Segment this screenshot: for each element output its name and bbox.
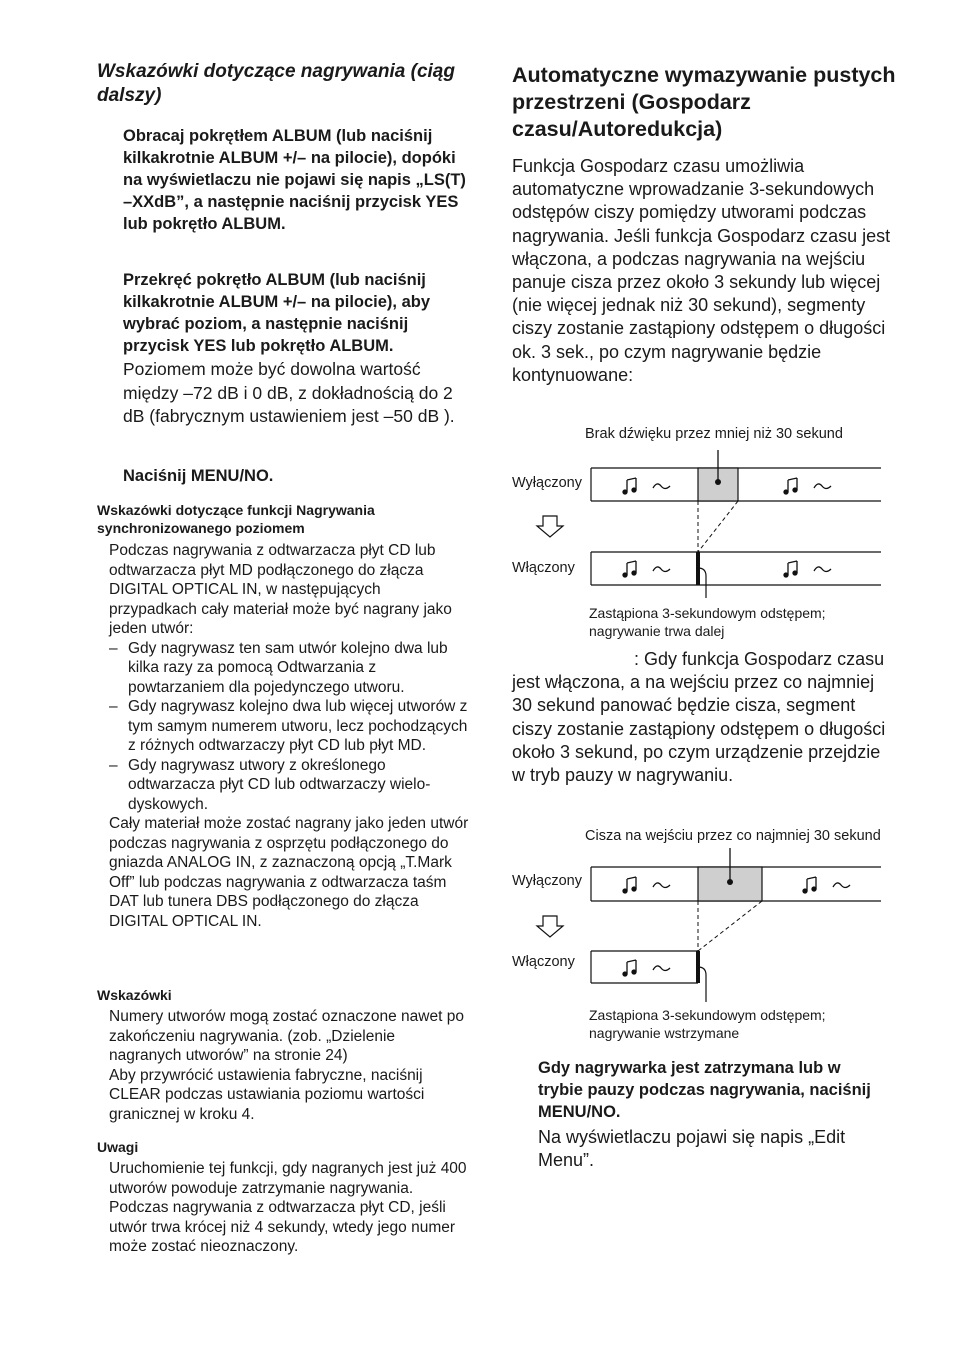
music-note-icon xyxy=(803,877,816,893)
diagram-1-top-label: Brak dźwięku przez mniej niż 30 sekund xyxy=(585,426,843,442)
diagram-2-on-tape xyxy=(591,951,706,1002)
step-instruction-3: Naciśnij MENU/NO. xyxy=(123,467,274,485)
list-item: – Gdy nagrywasz ten sam utwór kolejno dwa lub kilka razy za pomocą Odtwarzania z powtarzaniem dla pojedynczego utworu. xyxy=(109,639,471,698)
list-item: – Gdy nagrywasz utwory z określonego odtwarzacza płyt CD lub odtwarzaczy wielo-dyskowych. xyxy=(109,756,471,815)
edit-menu-note: Na wyświetlaczu pojawi się napis „Edit Menu”. xyxy=(538,1127,846,1170)
diagram-2-top-label: Cisza na wejściu przez co najmniej 30 sekund xyxy=(585,828,881,844)
diagram-2-caption-1: Zastąpiona 3-sekundowym odstępem; xyxy=(589,1007,826,1023)
diagram-1-graphic xyxy=(505,420,895,645)
page-title: Automatyczne wymazywanie pustych przestrzeni (Gospodarz czasu/Autoredukcja) xyxy=(512,63,896,141)
sync-tips-block xyxy=(109,541,471,931)
diagram-2-off-tape xyxy=(591,848,881,901)
down-arrow-icon xyxy=(537,916,563,937)
diagram-long-silence xyxy=(505,822,895,1047)
music-note-icon xyxy=(623,877,636,893)
tilde-wave-icon xyxy=(653,567,670,572)
tips-block xyxy=(109,1007,471,1124)
diagram-2-on-label: Włączony xyxy=(512,954,575,970)
music-note-icon xyxy=(623,960,636,976)
notes-block xyxy=(109,1159,471,1257)
sync-intro: Podczas nagrywania z odtwarzacza płyt CD lub odtwarzacza płyt MD podłączonego do złącza DIGITAL OPTICAL IN, w następujących przypadkach cały materiał może być nagrany jako jeden utwór: xyxy=(109,542,452,637)
tilde-wave-icon xyxy=(814,567,831,572)
music-note-icon xyxy=(623,561,636,577)
diagram-1-caption-1: Zastąpiona 3-sekundowym odstępem; xyxy=(589,605,826,621)
section-heading-continued: Wskazówki dotyczące nagrywania (ciąg dalszy) xyxy=(97,61,455,106)
notes-heading: Uwagi xyxy=(97,1139,139,1155)
diagram-2-caption-2: nagrywanie wstrzymane xyxy=(589,1025,740,1041)
sync-tips-heading: Wskazówki dotyczące funkcji Nagrywania synchronizowanego poziomem xyxy=(97,502,375,536)
tilde-wave-icon xyxy=(814,484,831,489)
tips-heading: Wskazówki xyxy=(97,987,172,1003)
auto-pause-paragraph xyxy=(512,648,892,787)
step-2-note: Poziomem może być dowolna wartość między –72 dB i 0 dB, z dokładnością do 2 dB (fabrycznym ustawieniem jest –50 dB ). xyxy=(123,359,455,426)
tip-2: Aby przywrócić ustawienia fabryczne, naciśnij CLEAR podczas ustawiania poziomu wartości granicznej w kroku 4. xyxy=(109,1066,425,1123)
step-instruction-2: Przekręć pokrętło ALBUM (lub naciśnij kilkakrotnie ALBUM +/– na pilocie), aby wybrać poziom, a następnie naciśnij przycisk YES lub pokrętło ALBUM. xyxy=(123,271,431,355)
down-arrow-icon xyxy=(537,516,563,537)
tilde-wave-icon xyxy=(653,883,670,888)
music-note-icon xyxy=(623,478,636,494)
sync-outro: Cały materiał może zostać nagrany jako jeden utwór podczas nagrywania z osprzętu podłączonego do gniazda ANALOG IN, z zaznaczoną opcją „T.Mark Off” lub podczas nagrywania z odtwarzacza taśm DAT lub tunera DBS podłączonego do złącza DIGITAL OPTICAL IN. xyxy=(109,815,469,930)
diagram-1-off-tape xyxy=(591,450,881,501)
sync-cases-list xyxy=(109,639,471,815)
auto-pause-text: : Gdy funkcja Gospodarz czasu jest włączona, a na wejściu przez co najmniej 30 sekund panować będzie cisza, segment ciszy zostanie zastąpiony odstępem o długości około 3 sekund, po czym urządzenie przejdzie w tryb pauzy w nagrywaniu. xyxy=(512,649,886,786)
music-note-icon xyxy=(784,478,797,494)
note-1: Uruchomienie tej funkcji, gdy nagranych jest już 400 utworów powoduje zatrzymanie nagrywania. xyxy=(109,1160,467,1197)
note-2: Podczas nagrywania z odtwarzacza płyt CD, jeśli utwór trwa krócej niż 4 sekundy, wtedy jego numer może zostać nieoznaczony. xyxy=(109,1199,456,1255)
intro-paragraph: Funkcja Gospodarz czasu umożliwia automatyczne wprowadzanie 3-sekundowych odstępów ciszy pomiędzy utworami podczas nagrywania. Jeśli funkcja Gospodarz czasu jest włączona, a podczas nagrywania na wejściu panuje cisza przez około 3 sekundy lub więcej (nie więcej jednak niż 30 sekund), segmenty ciszy zostanie zastąpiony odstępem o długości ok. 3 sek., po czym nagrywanie będzie kontynuowane: xyxy=(512,156,891,385)
step-instruction-1: Obracaj pokrętłem ALBUM (lub naciśnij kilkakrotnie ALBUM +/– na pilocie), dopóki na wyświetlaczu nie pojawi się napis „LS(T) –XXdB”, a następnie naciśnij przycisk YES lub pokrętło ALBUM. xyxy=(123,127,466,233)
tip-1: Numery utworów mogą zostać oznaczone nawet po zakończeniu nagrywania. (zob. „Dzielenie nagranych utworów” na stronie 24) xyxy=(109,1008,464,1064)
diagram-2-off-label: Wyłączony xyxy=(512,873,582,889)
list-item: – Gdy nagrywasz kolejno dwa lub więcej utworów z tym samym numerem utworu, lecz pochodzących z różnych odtwarzaczy płyt CD lub płyt MD. xyxy=(109,697,471,756)
diagram-2-graphic xyxy=(505,822,895,1047)
step-stop-or-pause: Gdy nagrywarka jest zatrzymana lub w trybie pauzy podczas nagrywania, naciśnij MENU/NO. xyxy=(538,1059,871,1121)
diagram-1-off-label: Wyłączony xyxy=(512,475,582,491)
diagram-1-caption-2: nagrywanie trwa dalej xyxy=(589,623,725,639)
tilde-wave-icon xyxy=(833,883,850,888)
diagram-short-silence xyxy=(505,420,895,645)
tilde-wave-icon xyxy=(653,484,670,489)
tilde-wave-icon xyxy=(653,966,670,971)
diagram-1-on-label: Włączony xyxy=(512,560,575,576)
music-note-icon xyxy=(784,561,797,577)
